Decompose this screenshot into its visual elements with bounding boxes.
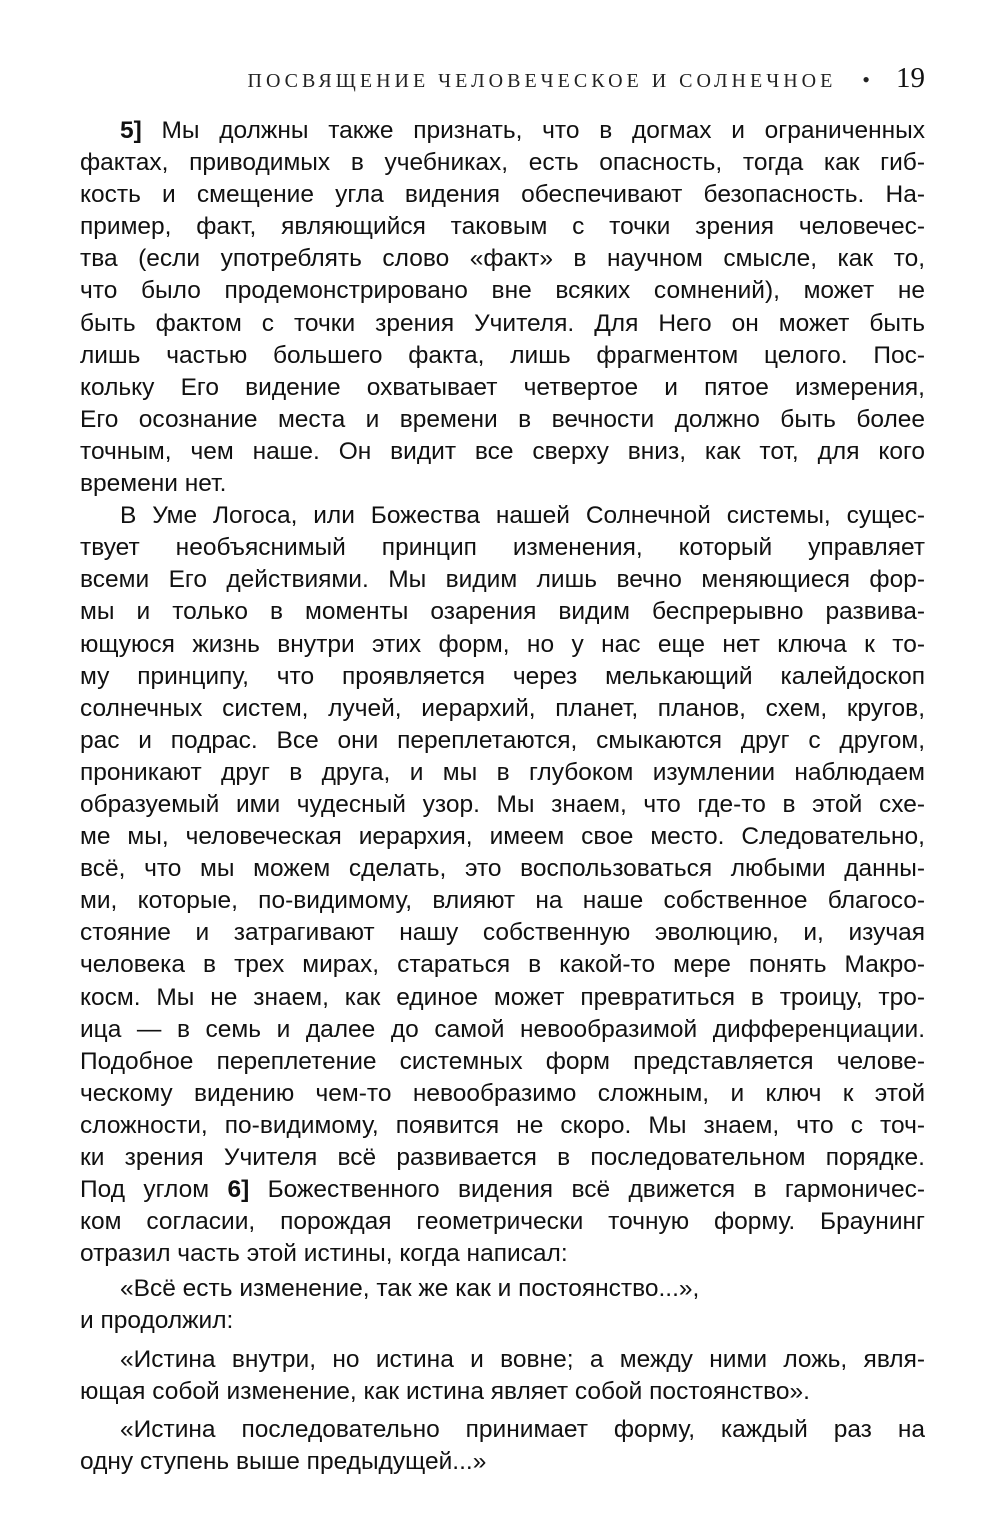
text-line: что было продемонстрировано вне всяких сомнений), может не — [80, 277, 925, 305]
running-head — [80, 62, 925, 102]
text-line: Подобное переплетение системных форм представляется челове- — [80, 1047, 925, 1075]
text-line: солнечных систем, лучей, иерархий, планет, планов, схем, кругов, — [80, 694, 925, 722]
text-line: стояние и затрагивают нашу собственную эволюцию, и, изучая — [80, 919, 925, 947]
text-line: 5] Мы должны также признать, что в догмах и ограниченных — [120, 117, 925, 144]
text-line: Его осознание места и времени в вечности должно быть более — [80, 405, 925, 433]
text-line: ме мы, человеческая иерархия, имеем свое место. Следовательно, — [80, 823, 925, 851]
text-line: и продолжил: — [80, 1307, 234, 1335]
text-line: быть фактом с точки зрения Учителя. Для Него он может быть — [80, 309, 925, 337]
text-line: ющуюся жизнь внутри этих форм, но у нас еще нет ключа к то- — [80, 630, 925, 658]
text-line: В Уме Логоса, или Божества нашей Солнечной системы, сущес- — [120, 502, 925, 530]
text-line: «Всё есть изменение, так же как и постоянство...», — [120, 1275, 700, 1303]
text-line: фактах, приводимых в учебниках, есть опасность, тогда как гиб- — [80, 149, 925, 177]
text-line: ми, которые, по-видимому, влияют на наше собственное благосо- — [80, 887, 925, 915]
text-line: кольку Его видение охватывает четвертое и пятое измерения, — [80, 373, 925, 401]
text-line: рас и подрас. Все они переплетаются, смыкаются друг с другом, — [80, 726, 925, 754]
text-line: Под углом 6] Божественного видения всё движется в гармоничес- — [80, 1176, 925, 1204]
bullet-separator: • — [862, 67, 870, 92]
text-line: тва (если употреблять слово «факт» в научном смысле, как то, — [80, 245, 925, 273]
paragraph-1 — [80, 115, 925, 500]
text-line: всеми Его действиями. Мы видим лишь вечно меняющиеся фор- — [80, 566, 925, 594]
body-text — [80, 115, 925, 1478]
text-line: ки зрения Учителя всё развивается в последовательном порядке. — [80, 1144, 925, 1171]
text-line: лишь частью большего факта, лишь фрагментом целого. Пос- — [80, 341, 925, 369]
text-line: ющая собой изменение, как истина являет собой постоянство». — [80, 1377, 810, 1405]
running-title: ПОСВЯЩЕНИЕ ЧЕЛОВЕЧЕСКОЕ И СОЛНЕЧНОЕ — [247, 70, 837, 92]
paragraph-2 — [80, 500, 925, 1270]
text-line: точным, чем наше. Он видит все сверху вниз, как тот, для кого — [80, 437, 925, 465]
text-line: пример, факт, являющийся таковым с точки зрения человечес- — [80, 213, 925, 241]
text-line: проникают друг в друга, и мы в глубоком изумлении наблюдаем — [80, 758, 925, 786]
quote-1 — [80, 1273, 925, 1305]
text-line: кость и смещение угла видения обеспечивают безопасность. На- — [80, 181, 925, 209]
text-line: времени нет. — [80, 470, 227, 498]
quote-2 — [80, 1344, 925, 1408]
text-line: сложности, по-видимому, появится не скоро. Мы знаем, что с точ- — [80, 1111, 925, 1139]
text-line: «Истина последовательно принимает форму, каждый раз на — [120, 1415, 925, 1443]
text-line: твует необъяснимый принцип изменения, который управляет — [80, 534, 925, 562]
text-line: ица — в семь и далее до самой невообразимой дифференциации. — [80, 1015, 925, 1043]
text-line: всё, что мы можем сделать, это воспользоваться любыми данны- — [80, 855, 925, 883]
text-line: му принципу, что проявляется через мелькающий калейдоскоп — [80, 662, 925, 690]
text-line: ческому видению чем-то невообразимо сложным, и ключ к этой — [80, 1079, 925, 1107]
marginal-reference: 5] — [120, 117, 142, 144]
text-line: образуемый ими чудесный узор. Мы знаем, что где-то в этой схе- — [80, 790, 925, 818]
text-line: отразил часть этой истины, когда написал: — [80, 1240, 568, 1268]
text-line: косм. Мы не знаем, как единое может превратиться в троицу, тро- — [80, 983, 925, 1011]
text-line: ком согласии, порождая геометрически точную форму. Браунинг — [80, 1208, 925, 1236]
quote-3 — [80, 1414, 925, 1478]
text-line: человека в трех мирах, стараться в какой-то мере понять Макро- — [80, 951, 925, 979]
continuation — [80, 1305, 925, 1337]
marginal-reference: 6] — [227, 1176, 250, 1204]
text-line: одну ступень выше предыдущей...» — [80, 1447, 487, 1475]
text-line: мы и только в моменты озарения видим беспрерывно развива- — [80, 598, 925, 626]
text-line: «Истина внутри, но истина и вовне; а между ними ложь, явля- — [120, 1345, 925, 1373]
page-number: 19 — [896, 62, 925, 94]
